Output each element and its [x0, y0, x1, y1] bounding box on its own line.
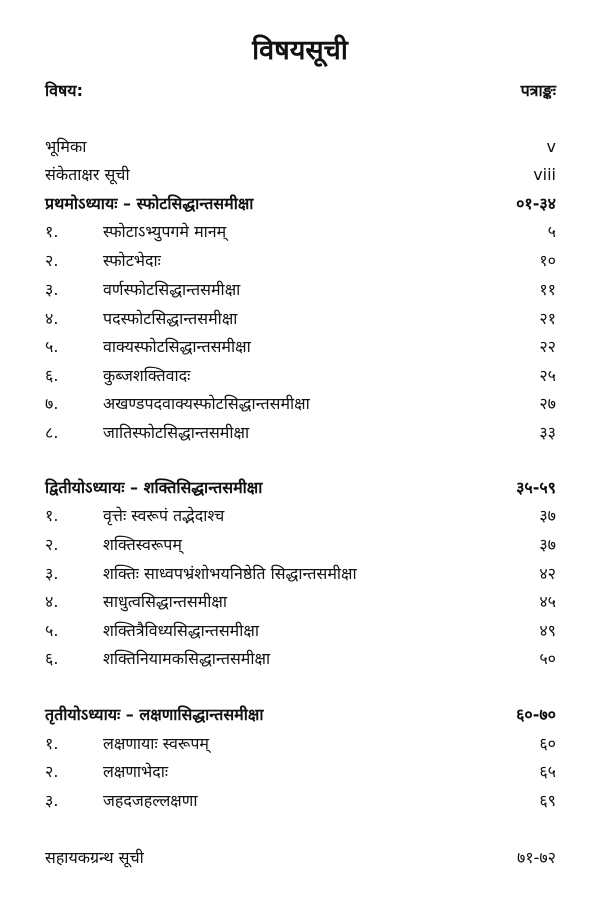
toc-entry — [0, 532, 600, 558]
entry-label: साधुत्वसिद्धान्तसमीक्षा — [103, 592, 228, 611]
chapter-heading — [0, 191, 600, 217]
entry-page: ६५ — [539, 762, 556, 781]
toc-entry — [0, 248, 600, 274]
entry-page: ३७ — [539, 506, 556, 525]
entry-number: १. — [45, 506, 59, 525]
entry-number: २. — [45, 762, 59, 781]
page-heading: पत्राङ्कः — [520, 81, 556, 100]
entry-label: शक्तित्रैविध्यसिद्धान्तसमीक्षा — [103, 621, 259, 640]
entry-number: ४. — [45, 309, 59, 328]
entry-label: स्फोटभेदाः — [103, 251, 161, 270]
entry-page: २५ — [539, 366, 556, 385]
entry-page: ३३ — [539, 423, 556, 442]
entry-label: अखण्डपदवाक्यस्फोटसिद्धान्तसमीक्षा — [103, 394, 310, 413]
entry-number: ३. — [45, 564, 59, 583]
entry-label: जहदजहल्लक्षणा — [103, 791, 198, 810]
entry-label: पदस्फोटसिद्धान्तसमीक्षा — [103, 309, 238, 328]
entry-page: ५० — [539, 649, 556, 668]
entry-label: लक्षणाभेदाः — [103, 762, 169, 781]
entry-page: २१ — [539, 309, 556, 328]
entry-number: ७. — [45, 394, 59, 413]
toc-entry — [0, 334, 600, 360]
entry-label: भूमिका — [45, 137, 87, 156]
entry-label: शक्तिस्वरूपम् — [103, 535, 182, 554]
chapter-title: द्वितीयोऽध्यायः – शक्तिसिद्धान्तसमीक्षा — [45, 478, 263, 497]
entry-label: सहायकग्रन्थ सूची — [45, 848, 144, 867]
entry-number: ३. — [45, 280, 59, 299]
toc-entry-back — [0, 845, 600, 871]
toc-entry — [0, 646, 600, 672]
entry-page: ४५ — [539, 592, 556, 611]
toc-entry-front — [0, 162, 600, 188]
entry-label: संकेताक्षर सूची — [45, 165, 130, 184]
toc-entry — [0, 277, 600, 303]
chapter-pages: ०१-३४ — [516, 194, 556, 213]
entry-number: ३. — [45, 791, 59, 810]
toc-entry — [0, 219, 600, 245]
toc-entry — [0, 759, 600, 785]
toc-entry-front — [0, 134, 600, 160]
page-title: विषयसूची — [252, 35, 348, 66]
entry-number: १. — [45, 222, 59, 241]
entry-number: ४. — [45, 592, 59, 611]
entry-page: ७१-७२ — [516, 848, 556, 867]
entry-label: वर्णस्फोटसिद्धान्तसमीक्षा — [103, 280, 241, 299]
toc-entry — [0, 618, 600, 644]
entry-page: ६० — [539, 734, 556, 753]
entry-page: viii — [533, 165, 556, 184]
entry-page: ४२ — [539, 564, 556, 583]
entry-page: ५ — [547, 222, 556, 241]
toc-entry — [0, 306, 600, 332]
entry-page: v — [546, 137, 556, 156]
entry-number: २. — [45, 251, 59, 270]
subject-heading: विषय: — [45, 81, 83, 100]
toc-entry — [0, 503, 600, 529]
entry-page: २७ — [539, 394, 556, 413]
entry-label: लक्षणायाः स्वरूपम् — [103, 734, 209, 753]
entry-page: ११ — [539, 280, 556, 299]
toc-entry — [0, 363, 600, 389]
entry-label: स्फोटाऽभ्युपगमे मानम् — [103, 222, 227, 241]
entry-page: ४९ — [539, 621, 556, 640]
entry-label: शक्तिः साध्वपभ्रंशोभयनिष्ठेति सिद्धान्तसमीक्षा — [103, 564, 357, 583]
toc-entry — [0, 561, 600, 587]
entry-page: २२ — [539, 337, 556, 356]
chapter-heading — [0, 475, 600, 501]
toc-entry — [0, 391, 600, 417]
chapter-heading — [0, 702, 600, 728]
toc-entry — [0, 731, 600, 757]
entry-page: ३७ — [539, 535, 556, 554]
entry-number: २. — [45, 535, 59, 554]
chapter-title: प्रथमोऽध्यायः – स्फोटसिद्धान्तसमीक्षा — [45, 194, 254, 213]
entry-label: वाक्यस्फोटसिद्धान्तसमीक्षा — [103, 337, 251, 356]
entry-label: वृत्तेः स्वरूपं तद्भेदाश्च — [103, 506, 225, 525]
entry-label: जातिस्फोटसिद्धान्तसमीक्षा — [103, 423, 250, 442]
chapter-pages: ६०-७० — [516, 705, 556, 724]
entry-label: कुब्जशक्तिवादः — [103, 366, 191, 385]
toc-header — [0, 78, 600, 104]
entry-label: शक्तिनियामकसिद्धान्तसमीक्षा — [103, 649, 271, 668]
entry-page: ६९ — [539, 791, 556, 810]
entry-number: ५. — [45, 337, 59, 356]
chapter-pages: ३५-५९ — [516, 478, 556, 497]
entry-number: ६. — [45, 366, 59, 385]
toc-entry — [0, 420, 600, 446]
entry-number: १. — [45, 734, 59, 753]
toc-entry — [0, 788, 600, 814]
entry-number: ५. — [45, 621, 59, 640]
chapter-title: तृतीयोऽध्यायः – लक्षणासिद्धान्तसमीक्षा — [45, 705, 264, 724]
entry-page: १० — [539, 251, 556, 270]
toc-entry — [0, 589, 600, 615]
entry-number: ८. — [45, 423, 59, 442]
entry-number: ६. — [45, 649, 59, 668]
